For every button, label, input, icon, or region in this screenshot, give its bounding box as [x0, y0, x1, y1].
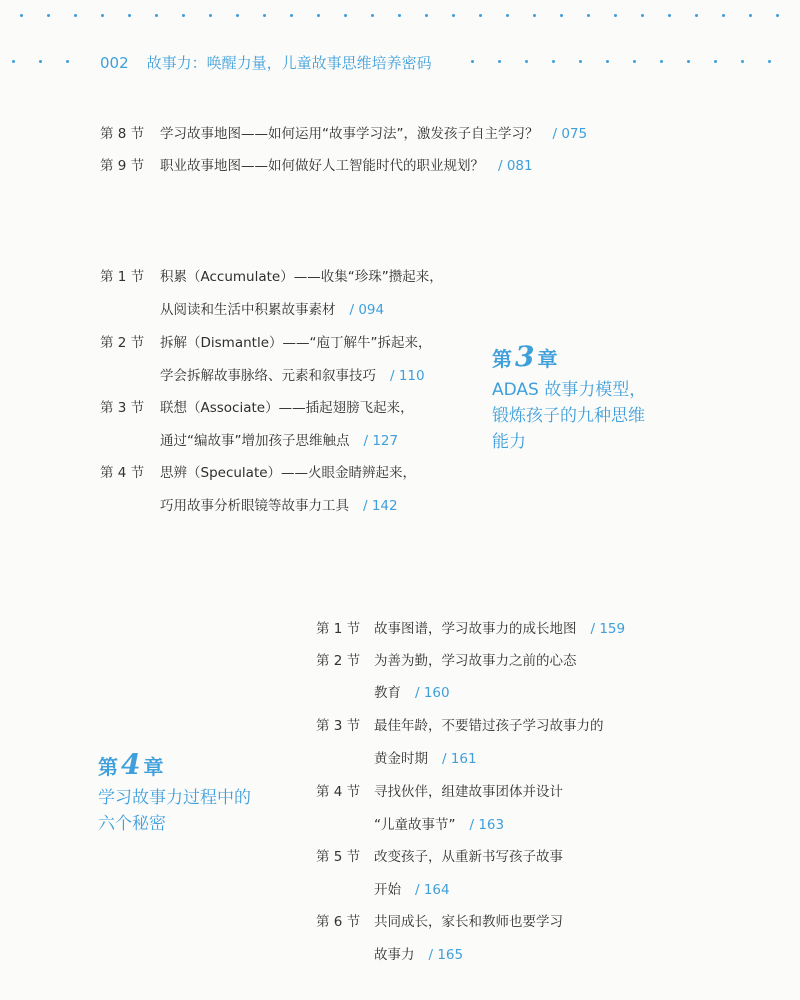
decorative-dot	[371, 14, 374, 17]
chapter-number-line	[98, 748, 251, 781]
decorative-dot	[687, 60, 690, 63]
decorative-dot	[317, 14, 320, 17]
page-ref: / 165	[428, 947, 464, 963]
section-title: 故事图谱，学习故事力的成长地图	[374, 621, 577, 637]
section-number: 第 3 节	[100, 400, 145, 416]
decorative-dot	[263, 14, 266, 17]
decorative-dot	[452, 14, 455, 17]
section-number: 第 5 节	[316, 849, 361, 865]
decorative-dot	[660, 60, 663, 63]
chapter-number: 3	[515, 340, 535, 373]
dot-row-top	[0, 14, 800, 22]
toc-entry[interactable]	[100, 271, 443, 285]
chapter-suffix: 章	[143, 755, 164, 779]
toc-entry[interactable]	[316, 623, 625, 637]
page-ref: / 075	[552, 126, 588, 142]
toc-entry[interactable]	[100, 160, 533, 174]
toc-entry[interactable]	[316, 720, 604, 734]
section-number: 第 2 节	[316, 653, 361, 669]
chapter-subtitle-line: 六个秘密	[98, 814, 166, 834]
chapter-subtitle-line: 学习故事力过程中的	[98, 788, 251, 808]
section-title-line2: 开始	[374, 882, 401, 898]
page-ref: / 094	[349, 302, 385, 318]
section-title: 最佳年龄，不要错过孩子学习故事力的	[374, 718, 604, 734]
section-number: 第 2 节	[100, 335, 145, 351]
chapter-4-heading[interactable]	[98, 748, 251, 837]
chapter-prefix: 第	[492, 347, 512, 371]
toc-entry-continuation[interactable]	[160, 304, 384, 318]
decorative-dot	[128, 14, 131, 17]
section-title: 寻找伙伴，组建故事团体并设计	[374, 784, 563, 800]
decorative-dot	[471, 60, 474, 63]
decorative-dot	[525, 60, 528, 63]
decorative-dot	[47, 14, 50, 17]
decorative-dot	[606, 60, 609, 63]
decorative-dot	[633, 60, 636, 63]
decorative-dot	[668, 14, 671, 17]
decorative-dot	[209, 14, 212, 17]
toc-entry-continuation[interactable]	[374, 753, 477, 767]
decorative-dot	[39, 60, 42, 63]
section-title: 思辨（Speculate）——火眼金睛辨起来，	[160, 465, 417, 481]
chapter-number-line	[492, 340, 646, 373]
page-ref: / 161	[442, 751, 477, 767]
section-number: 第 9 节	[100, 158, 145, 174]
decorative-dot	[344, 14, 347, 17]
decorative-dot	[776, 14, 779, 17]
chapter-subtitle	[492, 377, 646, 455]
section-number: 第 1 节	[100, 269, 145, 285]
toc-entry[interactable]	[100, 402, 414, 416]
section-title: 学习故事地图——如何运用“故事学习法”，激发孩子自主学习？	[160, 126, 539, 142]
toc-entry-continuation[interactable]	[374, 884, 450, 898]
section-number: 第 6 节	[316, 914, 361, 930]
decorative-dot	[12, 60, 15, 63]
decorative-dot	[552, 60, 555, 63]
chapter-subtitle-line: ADAS 故事力模型，	[492, 380, 647, 400]
chapter-number: 4	[121, 748, 141, 781]
toc-entry[interactable]	[316, 655, 577, 669]
section-number: 第 4 节	[316, 784, 361, 800]
page-ref: / 163	[469, 817, 505, 833]
decorative-dot	[182, 14, 185, 17]
decorative-dot	[74, 14, 77, 17]
section-title: 共同成长，家长和教师也要学习	[374, 914, 563, 930]
decorative-dot	[741, 60, 744, 63]
toc-entry-continuation[interactable]	[160, 370, 425, 384]
section-title: 为善为勤，学习故事力之前的心态	[374, 653, 577, 669]
section-number: 第 4 节	[100, 465, 145, 481]
chapter-suffix: 章	[537, 347, 558, 371]
toc-entry-continuation[interactable]	[374, 819, 504, 833]
toc-entry[interactable]	[100, 128, 587, 142]
decorative-dot	[768, 60, 771, 63]
page-ref: / 110	[390, 368, 425, 384]
page-ref: / 127	[363, 433, 399, 449]
toc-entry[interactable]	[316, 786, 563, 800]
chapter-subtitle-line: 锻炼孩子的九种思维	[492, 406, 645, 426]
toc-entry-continuation[interactable]	[374, 949, 463, 963]
decorative-dot	[479, 14, 482, 17]
decorative-dot	[398, 14, 401, 17]
decorative-dot	[498, 60, 501, 63]
toc-entry-continuation[interactable]	[160, 435, 398, 449]
toc-entry[interactable]	[316, 851, 563, 865]
decorative-dot	[579, 60, 582, 63]
page-ref: / 081	[498, 158, 533, 174]
page-ref: / 164	[415, 882, 450, 898]
chapter-3-heading[interactable]	[492, 340, 646, 455]
page-ref: / 142	[363, 498, 398, 514]
section-title-line2: 故事力	[374, 947, 415, 963]
section-title: 联想（Associate）——插起翅膀飞起来，	[160, 400, 414, 416]
decorative-dot	[20, 14, 23, 17]
decorative-dot	[155, 14, 158, 17]
decorative-dot	[533, 14, 536, 17]
decorative-dot	[66, 60, 69, 63]
toc-entry-continuation[interactable]	[160, 500, 398, 514]
section-title-line2: 学会拆解故事脉络、元素和叙事技巧	[160, 368, 376, 384]
section-title: 职业故事地图——如何做好人工智能时代的职业规划？	[160, 158, 484, 174]
page-ref: / 160	[415, 685, 450, 701]
chapter-subtitle-line: 能力	[492, 432, 526, 452]
chapter-prefix: 第	[98, 755, 118, 779]
toc-entry[interactable]	[316, 916, 563, 930]
toc-entry-continuation[interactable]	[374, 687, 450, 701]
decorative-dot	[614, 14, 617, 17]
section-title: 改变孩子，从重新书写孩子故事	[374, 849, 563, 865]
decorative-dot	[425, 14, 428, 17]
section-title-line2: “儿童故事节”	[374, 817, 456, 833]
decorative-dot	[641, 14, 644, 17]
section-title-line2: 从阅读和生活中积累故事素材	[160, 302, 336, 318]
section-title-line2: 巧用故事分析眼镜等故事力工具	[160, 498, 349, 514]
decorative-dot	[560, 14, 563, 17]
decorative-dot	[695, 14, 698, 17]
decorative-dot	[236, 14, 239, 17]
section-number: 第 3 节	[316, 718, 361, 734]
decorative-dot	[722, 14, 725, 17]
decorative-dot	[101, 14, 104, 17]
section-title: 积累（Accumulate）——收集“珍珠”攒起来，	[160, 269, 443, 285]
decorative-dot	[587, 14, 590, 17]
decorative-dot	[290, 14, 293, 17]
running-header	[100, 52, 432, 73]
toc-entry[interactable]	[100, 467, 416, 481]
page-ref: / 159	[590, 621, 626, 637]
section-title: 拆解（Dismantle）——“庖丁解牛”拆起来，	[160, 335, 432, 351]
decorative-dot	[749, 14, 752, 17]
decorative-dot	[506, 14, 509, 17]
section-title-line2: 黄金时期	[374, 751, 428, 767]
header-page-number: 002	[100, 54, 129, 72]
decorative-dot	[714, 60, 717, 63]
header-book-title: 故事力：唤醒力量，儿童故事思维培养密码	[146, 54, 432, 72]
section-number: 第 8 节	[100, 126, 145, 142]
section-title-line2: 教育	[374, 685, 401, 701]
section-number: 第 1 节	[316, 621, 361, 637]
chapter-subtitle	[98, 785, 251, 837]
section-title-line2: 通过“编故事”增加孩子思维触点	[160, 433, 350, 449]
toc-entry[interactable]	[100, 337, 432, 351]
